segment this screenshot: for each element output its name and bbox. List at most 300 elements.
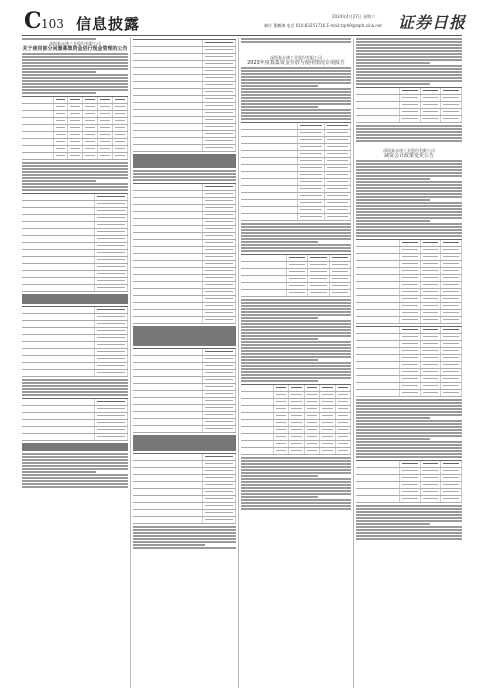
text-line [356,450,462,452]
table-cell [203,254,236,260]
text-line [356,74,462,76]
table-cell [133,212,203,218]
text-line [356,435,462,437]
table-cell [356,95,400,101]
table-row [22,250,128,257]
table-cell [441,317,462,323]
table-cell [400,109,421,115]
text-line [241,478,351,480]
table-cell [241,413,274,419]
table-row [356,317,462,324]
text-line [356,505,462,507]
text-line [356,53,462,55]
table-cell [203,363,236,369]
text-line [356,196,462,198]
text-line [22,382,128,384]
table-cell [441,355,462,361]
table-row [133,82,236,89]
text-line [356,417,430,419]
table-row [133,240,236,247]
table-cell [95,307,129,313]
text-line [356,65,462,67]
table-cell [400,383,421,389]
text-line [22,174,128,176]
table-cell [356,289,400,295]
text-line [356,217,462,219]
table-row [133,384,236,391]
table-cell [274,420,289,426]
table-cell [203,233,236,239]
text-line [356,447,462,449]
table-cell [203,261,236,267]
table-cell [356,461,400,467]
table-cell [22,222,95,228]
table-row [133,68,236,75]
text-line [241,463,351,465]
table-row [241,172,351,179]
text-line [22,83,128,85]
table-row [133,61,236,68]
table-cell [400,355,421,361]
table-cell [336,392,351,398]
text-line [356,187,462,189]
table-row [22,125,128,132]
table-cell [421,362,442,368]
table-cell [22,370,95,376]
table-cell [203,131,236,137]
text-line [356,456,462,458]
table-cell [400,88,421,94]
table-cell [421,268,442,274]
text-line [356,432,462,434]
table-cell [305,427,320,433]
table-cell [421,334,442,340]
table-cell [133,40,203,46]
table-cell [133,510,203,516]
table-cell [356,334,400,340]
table-cell [320,392,335,398]
table-cell [203,412,236,418]
table-cell [421,383,442,389]
text-line [356,232,462,234]
table-cell [95,257,129,263]
table-cell [421,289,442,295]
text-line [133,538,236,540]
text-line [241,100,351,102]
table-cell [95,222,129,228]
table-cell [421,95,442,101]
table-cell [133,61,203,67]
table-row [133,510,236,517]
text-line [241,487,351,489]
text-line [356,399,462,401]
table-row [22,285,128,292]
text-line [241,353,351,355]
table-cell [356,116,400,122]
table-cell [133,282,203,288]
table-row [133,247,236,254]
table-cell [133,138,203,144]
table-row [22,257,128,264]
data-table [133,183,236,324]
table-cell [241,179,298,185]
text-line [356,68,462,70]
text-line [22,186,128,188]
notice-2-company: 深圳泰永康工业股份有限公司 [270,55,322,60]
table-cell [241,255,287,261]
table-cell [320,406,335,412]
text-line [22,89,128,91]
table-cell [203,268,236,274]
table-cell [441,390,462,396]
table-cell [133,54,203,60]
table-cell [98,132,113,138]
table-cell [22,194,95,200]
table-cell [305,441,320,447]
table-cell [241,448,274,454]
table-cell [356,261,400,267]
table-row [241,130,351,137]
table-cell [133,198,203,204]
table-cell [336,427,351,433]
table-cell [203,40,236,46]
table-cell [54,125,69,131]
table-row [241,441,351,448]
table-cell [203,124,236,130]
table-row [356,289,462,296]
table-cell [133,145,203,151]
table-cell [113,132,128,138]
table-cell [356,282,400,288]
table-cell [203,47,236,53]
table-cell [203,496,236,502]
table-cell [203,240,236,246]
table-cell [305,413,320,419]
table-cell [400,489,421,495]
table-cell [203,377,236,383]
table-cell [133,89,203,95]
table-cell [95,243,129,249]
table-cell [133,454,203,460]
table-cell [241,130,298,136]
table-cell [421,327,442,333]
table-cell [203,54,236,60]
table-cell [336,406,351,412]
table-cell [441,303,462,309]
table-cell [441,461,462,467]
table-cell [421,475,442,481]
table-row [356,489,462,496]
page-header [0,0,484,40]
data-table [241,122,351,221]
table-cell [22,250,95,256]
table-cell [441,468,462,474]
table-row [133,391,236,398]
table-cell [203,405,236,411]
text-line [22,453,128,455]
table-cell [133,96,203,102]
text-line [241,320,351,322]
table-cell [95,335,129,341]
table-cell [95,229,129,235]
table-row [356,362,462,369]
table-cell [274,385,289,391]
table-cell [133,275,203,281]
table-cell [133,191,203,197]
table-cell [289,385,304,391]
text-line [241,502,351,504]
text-line [356,47,462,49]
table-cell [356,317,400,323]
table-cell [203,391,236,397]
table-cell [356,327,400,333]
table-cell [22,201,95,207]
table-cell [441,275,462,281]
table-row [133,370,236,377]
text-line [133,173,236,175]
text-line [133,170,236,172]
table-row [356,275,462,282]
table-cell [203,475,236,481]
table-cell [133,247,203,253]
table-cell [113,97,128,103]
table-cell [305,420,320,426]
text-line [356,44,462,46]
table-row [133,89,236,96]
table-cell [133,219,203,225]
table-cell [320,399,335,405]
text-line [241,481,351,483]
table-row [133,496,236,503]
text-line [22,391,128,393]
table-cell [400,116,421,122]
table-row [133,138,236,145]
table-cell [441,109,462,115]
table-cell [68,139,83,145]
text-line [22,462,128,464]
table-cell [133,117,203,123]
table-row [241,186,351,193]
text-line [356,535,462,537]
table-cell [95,201,129,207]
table-row [356,109,462,116]
table-cell [133,68,203,74]
table-cell [289,406,304,412]
table-cell [98,125,113,131]
table-cell [22,420,95,426]
table-cell [133,391,203,397]
table-cell [241,144,298,150]
text-line [241,94,351,96]
table-row [133,289,236,296]
table-cell [133,233,203,239]
table-row [356,496,462,503]
table-cell [203,370,236,376]
table-cell [241,262,287,268]
table-row [133,468,236,475]
data-table [241,384,351,455]
table-cell [320,427,335,433]
table-row [22,370,128,377]
table-cell [133,75,203,81]
table-row [241,200,351,207]
table-cell [98,153,113,159]
text-line [22,388,128,390]
table-cell [330,283,351,289]
table-cell [298,207,324,213]
table-cell [22,132,54,138]
table-cell [400,341,421,347]
table-row [356,461,462,468]
table-cell [203,482,236,488]
table-cell [325,200,351,206]
table-cell [356,369,400,375]
table-cell [325,123,351,129]
table-cell [356,348,400,354]
table-row [241,144,351,151]
table-cell [441,348,462,354]
text-line [241,109,351,111]
text-line [133,526,236,528]
table-cell [241,186,298,192]
table-cell [203,191,236,197]
text-line [356,199,430,201]
table-cell [203,517,236,523]
table-row [22,363,128,370]
text-line [241,317,318,319]
table-cell [133,496,203,502]
table-cell [22,236,95,242]
table-cell [133,349,203,355]
text-line [22,59,128,61]
table-cell [95,264,129,270]
table-row [22,278,128,285]
table-row [241,262,351,269]
table-cell [203,282,236,288]
table-cell [441,369,462,375]
table-cell [203,317,236,323]
table-cell [441,327,462,333]
table-row [22,215,128,222]
table-cell [400,468,421,474]
table-cell [241,200,298,206]
table-cell [113,139,128,145]
table-cell [22,321,95,327]
table-cell [305,392,320,398]
editor-contact: 制作 董鹏琳 电话 010-83251716 E-mail:zqrb9@zqrb.sina.net [264,23,382,28]
table-cell [203,184,236,190]
table-row [133,475,236,482]
notice-2-title: 2023年度募集资金存放与使用情况专项报告 [247,60,345,66]
table-cell [336,385,351,391]
table-cell [203,75,236,81]
table-cell [68,153,83,159]
table-cell [289,392,304,398]
text-line [241,241,318,243]
table-row [133,303,236,310]
table-cell [356,489,400,495]
table-cell [133,131,203,137]
table-cell [325,179,351,185]
text-line [241,469,351,471]
table-cell [203,426,236,432]
table-cell [400,334,421,340]
table-cell [54,104,69,110]
data-table [133,348,236,433]
table-cell [421,261,442,267]
text-line [22,92,96,94]
table-row [356,468,462,475]
table-cell [356,247,400,253]
table-cell [441,88,462,94]
table-row [22,111,128,118]
text-line [133,532,236,534]
table-row [22,307,128,314]
table-cell [203,96,236,102]
table-cell [241,290,287,296]
table-cell [133,226,203,232]
table-cell [320,385,335,391]
data-table [22,306,128,377]
text-line [241,103,351,105]
table-cell [308,283,329,289]
table-cell [133,517,203,523]
column-4 [356,37,462,687]
table-cell [330,262,351,268]
notice-3-title: 减资会计政策变更公告 [383,153,434,159]
table-row [356,254,462,261]
table-cell [336,441,351,447]
table-cell [320,413,335,419]
table-row [22,314,128,321]
table-cell [83,104,98,110]
table-row [133,419,236,426]
table-row [133,233,236,240]
text-line [356,223,462,225]
table-cell [95,194,129,200]
table-row [22,328,128,335]
table-row [133,184,236,191]
table-cell [298,186,324,192]
table-cell [356,496,400,502]
table-cell [298,214,324,220]
table-row [22,321,128,328]
text-line [241,457,351,459]
table-cell [400,289,421,295]
text-line [241,85,318,87]
text-line [356,56,462,58]
table-row [22,271,128,278]
table-cell [95,349,129,355]
table-cell [421,369,442,375]
text-line [356,77,462,79]
text-line [241,226,351,228]
text-line [241,115,351,117]
table-cell [68,118,83,124]
table-cell [22,399,95,405]
text-line [356,514,462,516]
text-line [241,308,351,310]
table-cell [308,255,329,261]
table-cell [287,290,308,296]
table-cell [133,124,203,130]
table-row [133,356,236,363]
table-cell [22,413,95,419]
table-cell [22,314,95,320]
table-cell [241,172,298,178]
text-line [22,65,128,67]
text-line [356,193,462,195]
